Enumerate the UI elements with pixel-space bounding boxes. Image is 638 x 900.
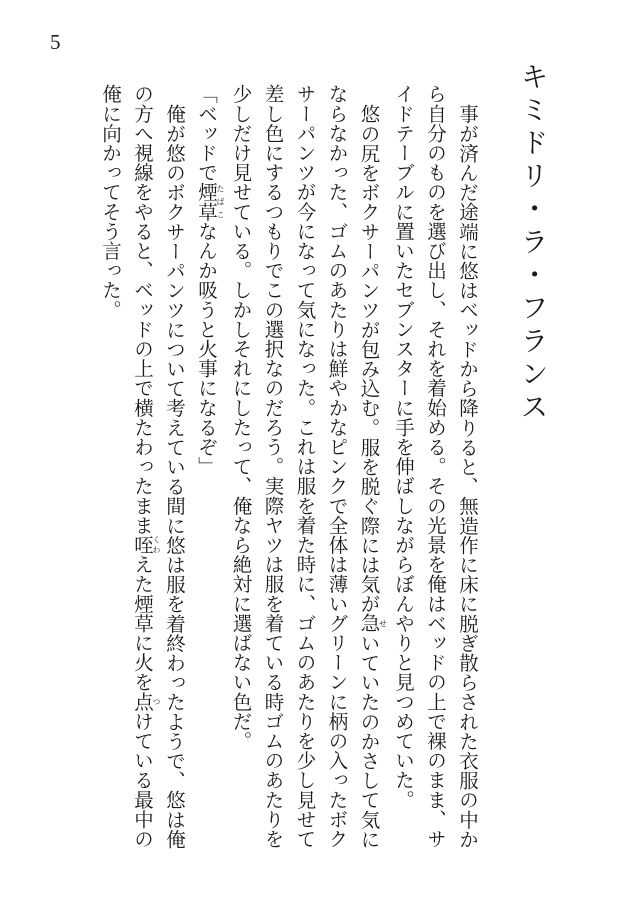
text-run: 悠の尻をボクサーパンツが包み込む。服を脱ぐ際には気が (357, 103, 381, 614)
paragraph-p2 (225, 84, 388, 849)
paragraph-p4 (99, 84, 190, 849)
page-number: 5 (50, 30, 61, 54)
text-run: いていたのかさして気にならなかった、ゴムのあたりは鮮やかなピンクで全体は薄いグリーンに柄の入ったボクサーパンツが今になって気になった。これは服を着た時に、ゴムのあたりを少し見せて差し色にするつもりでこの選択なのだろう。実際ヤツは服を着ている時ゴムのあたりを少しだけ見せている。しかしそれにしたって、俺なら絶対に選ばない色だ。 (229, 84, 381, 849)
ruby-base: 咥 (131, 534, 154, 555)
ruby-reading: つ (152, 691, 161, 712)
paragraph-p1 (387, 84, 483, 849)
ruby-reading: せ (378, 613, 388, 633)
chapter-title: キミドリ・ラ・フランス (516, 62, 550, 425)
ruby-annotation (357, 613, 388, 633)
text-run: 俺が悠のボクサーパンツについて考えている間に悠は服を着終わったようで、悠は俺の方へ視線をやると、ベッドの上で横たわったまま (131, 84, 186, 849)
text-run: けている最中の俺に向かってそう言った。 (99, 84, 154, 849)
ruby-base: 煙草 (195, 182, 218, 222)
text-run: 「ベッドで (195, 84, 218, 182)
ruby-reading: たばこ (216, 182, 225, 222)
ruby-base: 点 (131, 691, 154, 712)
text-run: なんか吸うと火事になるぞ」 (195, 221, 218, 477)
ruby-annotation (131, 691, 161, 712)
paragraph-p3 (190, 84, 225, 849)
ruby-annotation (195, 182, 225, 222)
ruby-base: 急 (357, 613, 381, 633)
ruby-annotation (131, 534, 161, 555)
text-run: えた煙草に火を (131, 554, 154, 692)
ruby-reading: くわ (152, 534, 161, 555)
text-run: 事が済んだ途端に悠はベッドから降りると、無造作に床に脱ぎ散らされた衣服の中から自分のものを選び出し、それを着始める。その光景を俺はベッドの上で裸のまま、サイドテーブルに置いたセブンスターに手を伸ばしながらぼんやりと見つめていた。 (392, 84, 479, 849)
body-text (99, 84, 483, 849)
